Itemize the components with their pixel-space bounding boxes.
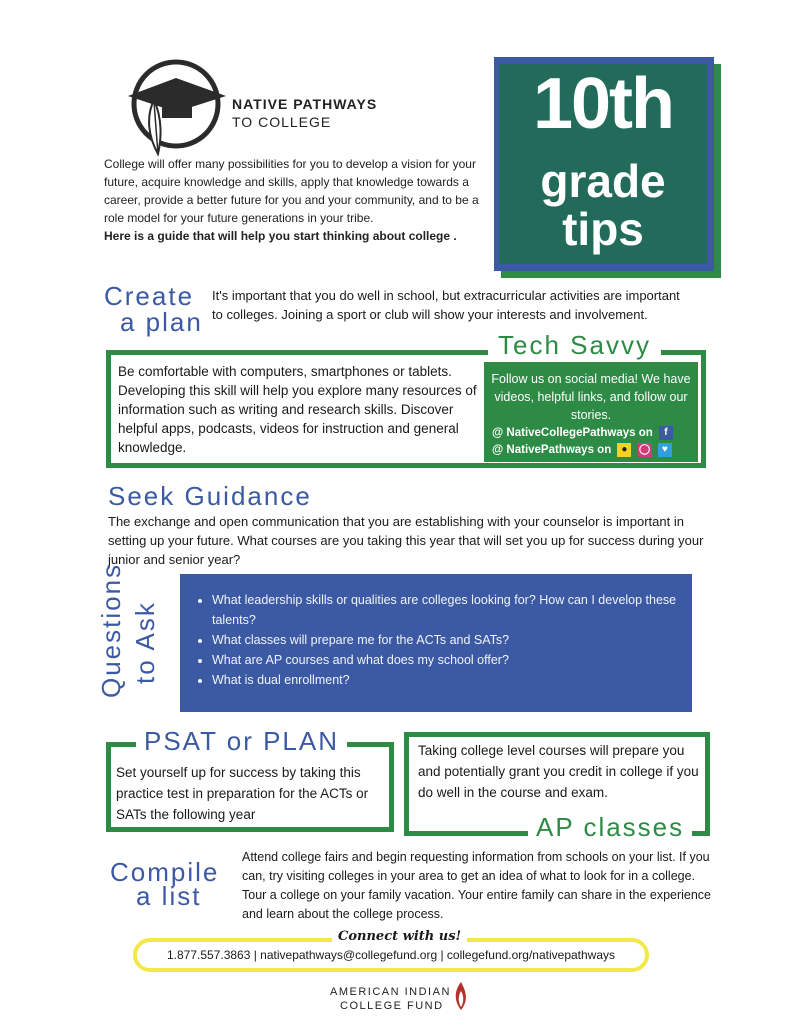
brand-subtitle: TO COLLEGE	[232, 114, 332, 130]
connect-title: Connect with us!	[332, 929, 467, 944]
question-item: • What leadership skills or qualities are colleges looking for? How can I develop these talents?	[212, 590, 698, 630]
psat-title: PSAT or PLAN	[136, 726, 347, 757]
intro-body: College will offer many possibilities for you to develop a vision for your future, acquire knowledge and skills, apply that knowledge towards a career, provide a better future for you and your community, and to be a role model for your future generations in your tribe.	[104, 157, 479, 225]
twitter-icon[interactable]: ♥	[658, 443, 672, 457]
footer-line-2: COLLEGE FUND	[340, 1000, 444, 1012]
ap-text: Taking college level courses will prepare you and potentially grant you credit in college if you do well in the course and exam.	[418, 743, 699, 800]
social-handle-facebook[interactable]	[492, 426, 702, 440]
tech-savvy-title: Tech Savvy	[488, 330, 661, 361]
footer-line-1: AMERICAN INDIAN	[330, 986, 451, 998]
create-plan-title-2: a plan	[120, 307, 203, 337]
ap-title: AP classes	[528, 812, 692, 843]
question-item: • What are AP courses and what does my school offer?	[212, 650, 698, 670]
snapchat-icon[interactable]: ●	[617, 443, 631, 457]
compile-list-title-1: Compile	[110, 857, 220, 887]
connect-contact[interactable]: 1.877.557.3863 | nativepathways@collegefund.org | collegefund.org/nativepathways	[166, 948, 616, 962]
social-handle-2-label: @ NativePathways on	[492, 444, 612, 457]
intro-paragraph	[104, 155, 484, 245]
title-10th: 10th	[532, 64, 674, 144]
create-plan-text: It's important that you do well in school, but extracurricular activities are important to colleges. Joining a sport or club will show your interests and involvement.	[212, 288, 680, 322]
questions-title-1: Questions	[96, 562, 126, 698]
social-handle-1-label: @ NativeCollegePathways on	[492, 427, 653, 440]
intro-guide: Here is a guide that will help you start thinking about college .	[104, 229, 457, 243]
question-item: • What classes will prepare me for the ACTs and SATs?	[212, 630, 698, 650]
psat-text: Set yourself up for success by taking this practice test in preparation for the ACTs or SATs the following year	[116, 765, 369, 822]
questions-list	[196, 590, 698, 690]
question-item: • What is dual enrollment?	[212, 670, 698, 690]
seek-guidance-text: The exchange and open communication that you are establishing with your counselor is important in setting up your future. What courses are you taking this year that will set you up for success during your junior and senior year?	[108, 514, 704, 567]
title-tips: tips	[562, 203, 644, 255]
title-grade: grade	[540, 155, 666, 207]
social-media-text: Follow us on social media! We have videos, helpful links, and follow our stories.	[491, 372, 691, 422]
flame-icon	[452, 981, 470, 1011]
social-handle-others[interactable]	[492, 443, 702, 457]
compile-list-title-2: a list	[136, 881, 202, 911]
brand-title: NATIVE PATHWAYS	[232, 96, 378, 112]
seek-guidance-title: Seek Guidance	[108, 481, 312, 511]
questions-title-2: to Ask	[130, 601, 160, 684]
tech-savvy-text: Be comfortable with computers, smartphones or tablets. Developing this skill will help you explore many resources of information such as writing and research skills. Discover helpful apps, podcasts, videos for instruction and general knowledge.	[118, 364, 477, 455]
facebook-icon[interactable]: f	[659, 426, 673, 440]
create-plan-title-1: Create	[104, 281, 195, 311]
compile-list-text: Attend college fairs and begin requesting information from schools on your list. If you can, try visiting colleges in your area to get an idea of what to look for in a college. Tour a college on your family vacation. Your entire family can share in the experience and learn about the college process.	[242, 850, 712, 921]
instagram-icon[interactable]: ◯	[639, 444, 651, 455]
